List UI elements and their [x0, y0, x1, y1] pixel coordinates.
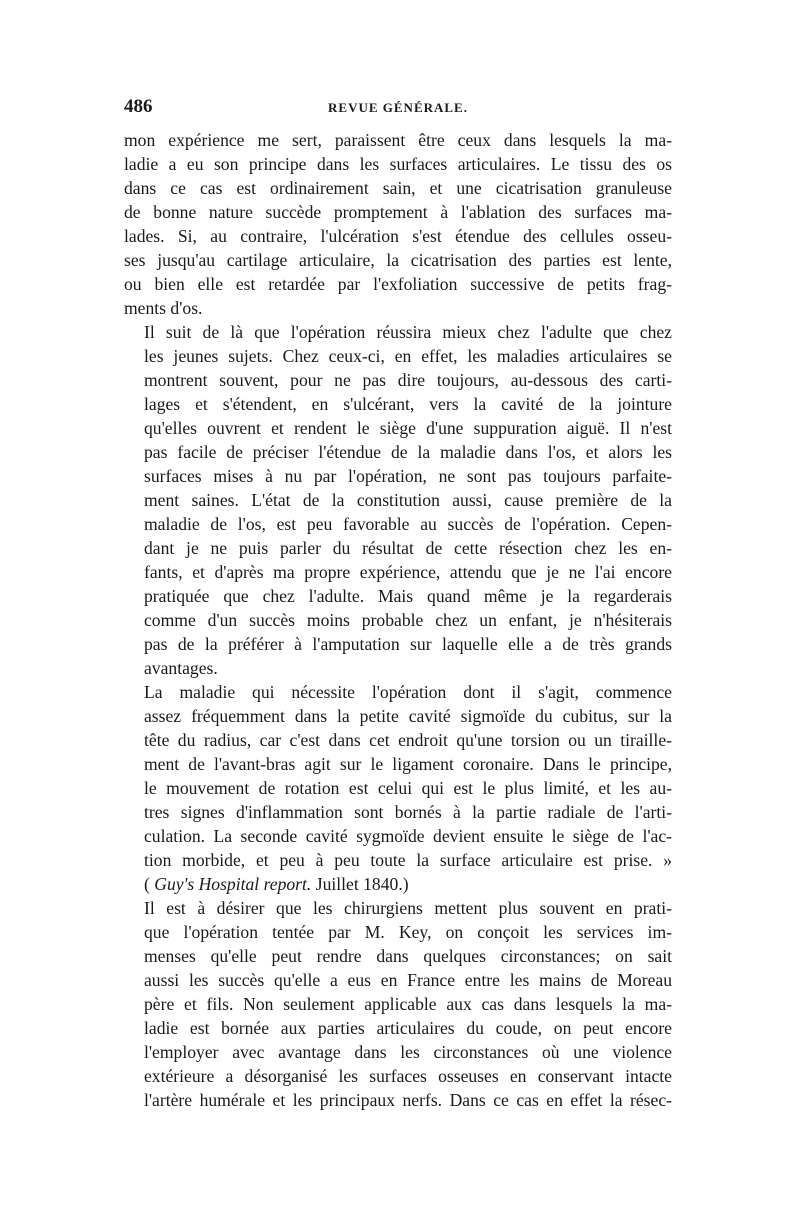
text-line: comme d'un succès moins probable chez un enfant, je n'hésiterais	[144, 610, 672, 630]
text-line: pratiquée que chez l'adulte. Mais quand même je la regarderais	[144, 586, 672, 606]
text-line: culation. La seconde cavité sygmoïde devient ensuite le siège de l'ac-	[144, 826, 672, 846]
text-line: ses jusqu'au cartilage articulaire, la cicatrisation des parties est lente,	[124, 250, 672, 270]
text-line: ment saines. L'état de la constitution aussi, cause première de la	[144, 490, 672, 510]
book-page	[124, 96, 672, 1112]
paragraph-2	[124, 320, 672, 680]
text-line: les jeunes sujets. Chez ceux-ci, en effet, les maladies articulaires se	[144, 346, 672, 366]
text-line: tion morbide, et peu à peu toute la surface articulaire est prise. »	[144, 850, 672, 870]
text-line: de bonne nature succède promptement à l'ablation des surfaces ma-	[124, 202, 672, 222]
text-line: l'employer avec avantage dans les circonstances où une violence	[144, 1042, 672, 1062]
citation-date: Juillet 1840.)	[311, 874, 409, 894]
text-line: pas de la préférer à l'amputation sur laquelle elle a de très grands	[144, 634, 672, 654]
text-line: père et fils. Non seulement applicable aux cas dans lesquels la ma-	[144, 994, 672, 1014]
text-line: Il est à désirer que les chirurgiens mettent plus souvent en prati-	[144, 898, 672, 918]
text-line: tres signes d'inflammation sont bornés à la partie radiale de l'arti-	[144, 802, 672, 822]
text-line: que l'opération tentée par M. Key, on conçoit les services im-	[144, 922, 672, 942]
text-line: tête du radius, car c'est dans cet endroit qu'une torsion ou un tiraille-	[144, 730, 672, 750]
text-line: montrent souvent, pour ne pas dire toujours, au-dessous des carti-	[144, 370, 672, 390]
text-line: ments d'os.	[124, 298, 203, 318]
text-line: assez fréquemment dans la petite cavité sigmoïde du cubitus, sur la	[144, 706, 672, 726]
text-line: menses qu'elle peut rendre dans quelques circonstances; on sait	[144, 946, 672, 966]
text-line: Il suit de là que l'opération réussira mieux chez l'adulte que chez	[144, 322, 672, 342]
running-head: REVUE GÉNÉRALE.	[328, 100, 468, 115]
paragraph-4	[124, 896, 672, 1112]
paragraph-1	[124, 128, 672, 320]
page-number: 486	[124, 96, 153, 117]
citation-source: Guy's Hospital report.	[154, 874, 312, 894]
citation-open: (	[144, 874, 155, 894]
text-line: lades. Si, au contraire, l'ulcération s'est étendue des cellules osseu-	[124, 226, 672, 246]
citation-line	[124, 872, 672, 896]
text-line: surfaces mises à nu par l'opération, ne sont pas toujours parfaite-	[144, 466, 672, 486]
text-line: lages et s'étendent, en s'ulcérant, vers la cavité de la jointure	[144, 394, 672, 414]
text-line: ladie est bornée aux parties articulaires du coude, on peut encore	[144, 1018, 672, 1038]
text-line: dant je ne puis parler du résultat de cette résection chez les en-	[144, 538, 672, 558]
text-line: extérieure a désorganisé les surfaces osseuses en conservant intacte	[144, 1066, 672, 1086]
text-line: dans ce cas est ordinairement sain, et une cicatrisation granuleuse	[124, 178, 672, 198]
paragraph-3	[124, 680, 672, 896]
text-line: maladie de l'os, est peu favorable au succès de l'opération. Cepen-	[144, 514, 672, 534]
text-line: fants, et d'après ma propre expérience, attendu que je ne l'ai encore	[144, 562, 672, 582]
text-line: ou bien elle est retardée par l'exfoliation successive de petits frag-	[124, 274, 672, 294]
page-header	[124, 96, 672, 126]
text-line: La maladie qui nécessite l'opération dont il s'agit, commence	[144, 682, 672, 702]
text-line: l'artère humérale et les principaux nerfs. Dans ce cas en effet la résec-	[144, 1090, 672, 1110]
text-line: ment de l'avant-bras agit sur le ligament coronaire. Dans le principe,	[144, 754, 672, 774]
text-line: le mouvement de rotation est celui qui est le plus limité, et les au-	[144, 778, 672, 798]
body-text	[124, 128, 672, 1112]
text-line: pas facile de préciser l'étendue de la maladie dans l'os, et alors les	[144, 442, 672, 462]
text-line: mon expérience me sert, paraissent être ceux dans lesquels la ma-	[124, 130, 672, 150]
text-line: aussi les succès qu'elle a eus en France entre les mains de Moreau	[144, 970, 672, 990]
text-line: qu'elles ouvrent et rendent le siège d'une suppuration aiguë. Il n'est	[144, 418, 672, 438]
text-line: avantages.	[144, 658, 218, 678]
text-line: ladie a eu son principe dans les surfaces articulaires. Le tissu des os	[124, 154, 672, 174]
